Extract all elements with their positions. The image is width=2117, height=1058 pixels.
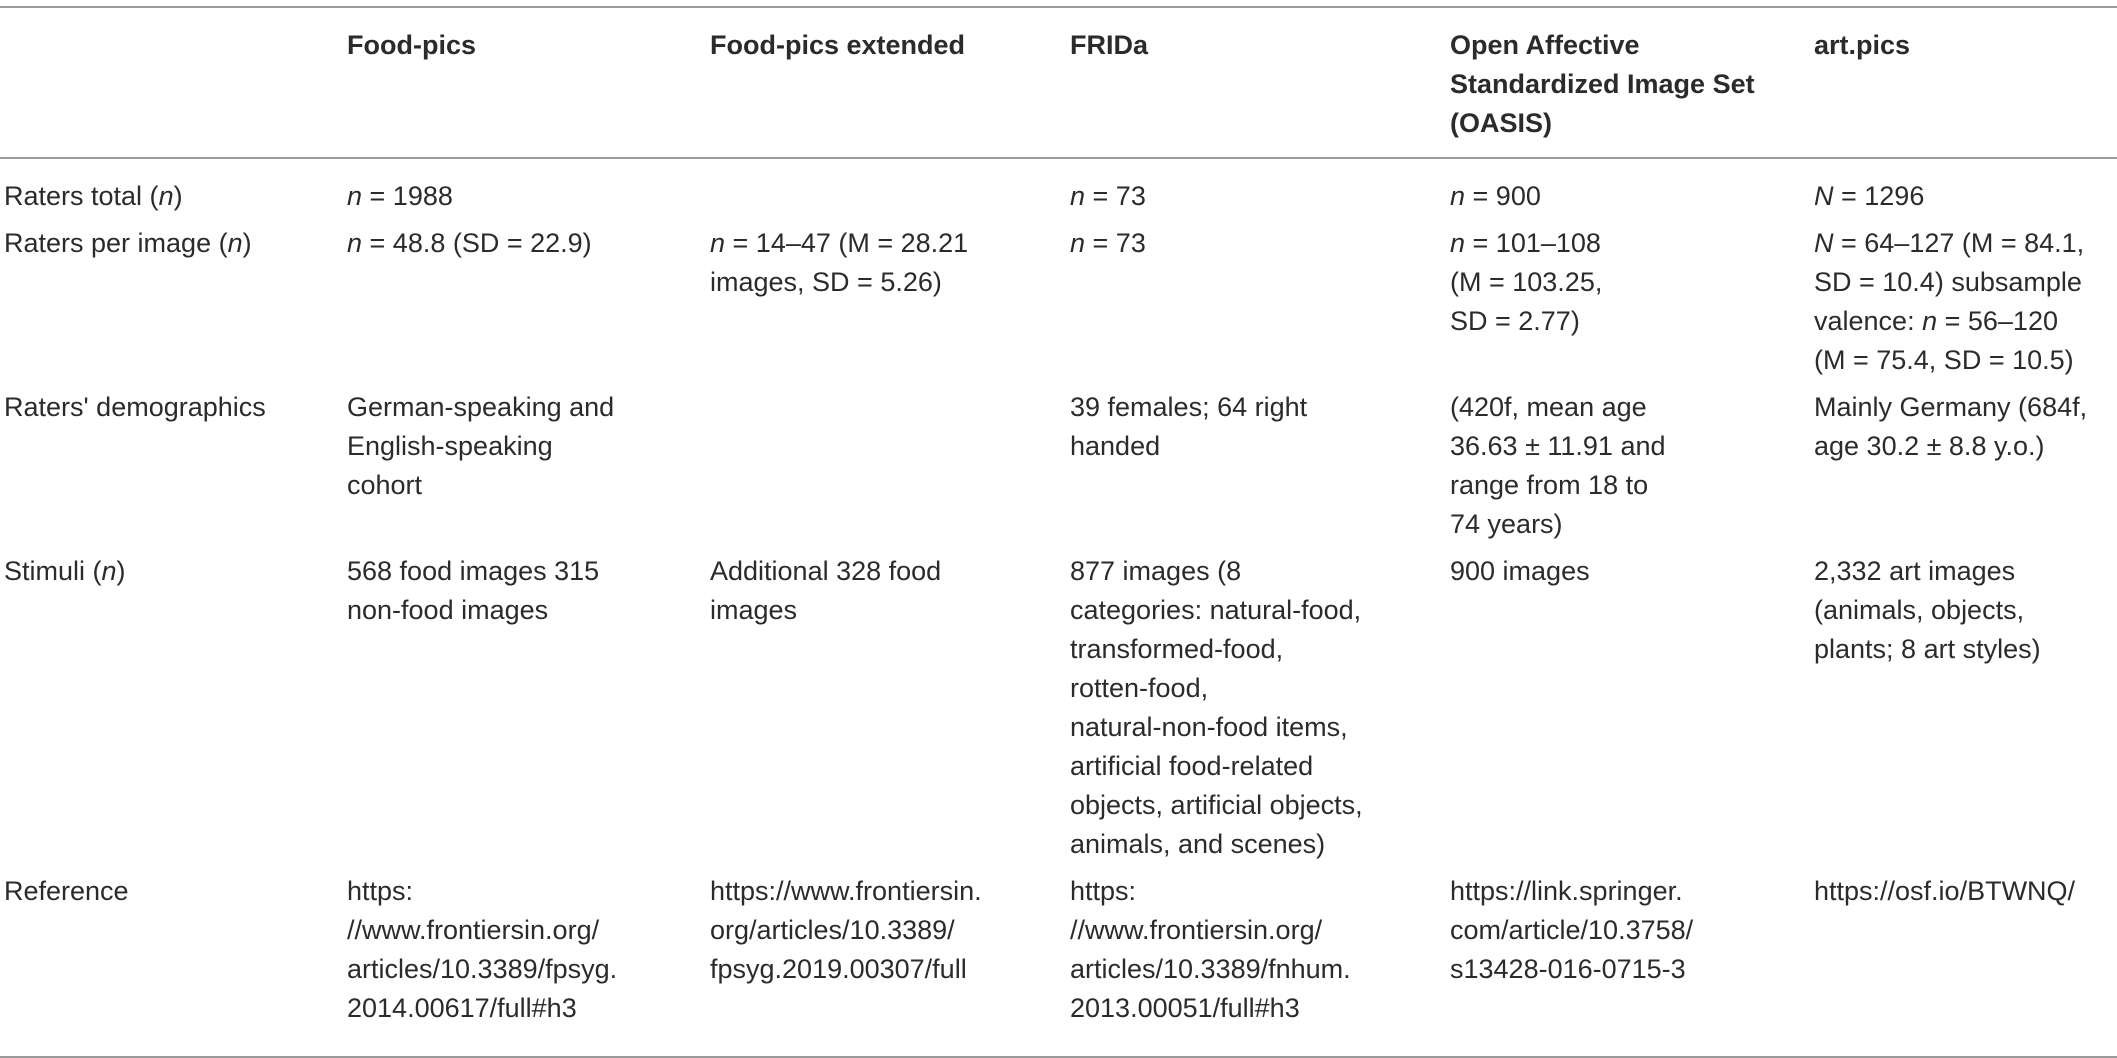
cell-variable: n [1070,181,1086,211]
table-cell [1066,864,1446,1057]
cell-text: 900 images [1450,556,1590,586]
table-cell [1446,158,1810,216]
cell-text: 2,332 art images (animals, objects, plants; 8 art styles) [1814,556,2041,664]
table-cell [1066,216,1446,380]
cell-variable: N [1814,181,1834,211]
cell-text: 877 images (8 categories: natural-food, transformed-food, rotten-food, natural-non-food items, artificial food-related objects, artificial objects, animals, and scenes) [1070,556,1363,859]
cell-variable: n [1450,181,1466,211]
header-cell-frida: FRIDa [1070,30,1149,60]
row-label [0,158,343,216]
cell-text: https://osf.io/BTWNQ/ [1814,876,2076,906]
table-row [0,380,2117,544]
comparison-table [0,6,2117,1058]
table-cell [706,544,1066,864]
header-cell-oasis: Open Affective Standardized Image Set (OASIS) [1450,30,1755,138]
cell-text: = 1296 [1833,181,1925,211]
table-body [0,158,2117,1057]
table-cell [706,216,1066,380]
row-label-end: ) [173,181,183,211]
table-cell [1810,544,2117,864]
table-cell [343,380,706,544]
cell-text: https://link.springer. com/article/10.3758/ s13428-016-0715-3 [1450,876,1694,984]
table-cell [1066,544,1446,864]
cell-text: = 48.8 (SD = 22.9) [362,228,592,258]
header-cell-food-pics-extended: Food-pics extended [710,30,966,60]
cell-text: Mainly Germany (684f, age 30.2 ± 8.8 y.o.) [1814,392,2088,461]
row-label [0,380,343,544]
table-cell [1446,544,1810,864]
table-cell [706,158,1066,216]
table-cell [343,864,706,1057]
row-label-text: Raters per image ( [4,228,228,258]
row-label-end: ) [242,228,252,258]
table-cell [343,158,706,216]
table-cell [1446,216,1810,380]
row-label [0,216,343,380]
table-cell [706,864,1066,1057]
table-row [0,158,2117,216]
cell-text: = 73 [1085,181,1146,211]
row-label-text: Raters total ( [4,181,159,211]
cell-variable: n [347,228,363,258]
row-label [0,544,343,864]
table-cell [1066,380,1446,544]
cell-text: Additional 328 food images [710,556,942,625]
row-label [0,864,343,1057]
table-cell [706,380,1066,544]
cell-variable: n [347,181,363,211]
table-cell [1066,158,1446,216]
cell-text: 39 females; 64 right handed [1070,392,1308,461]
cell-variable: N [1814,228,1834,258]
header-cell-food-pics: Food-pics [347,30,476,60]
table-cell [1810,380,2117,544]
row-label-text: Stimuli ( [4,556,102,586]
row-label-variable: n [158,181,174,211]
cell-text: https: //www.frontiersin.org/ articles/10.3389/fpsyg. 2014.00617/full#h3 [347,876,618,1023]
row-label-variable: n [101,556,117,586]
cell-text: German-speaking and English-speaking cohort [347,392,615,500]
cell-variable: n [1070,228,1086,258]
cell-variable: n [710,228,726,258]
cell-text: = 14–47 (M = 28.21 images, SD = 5.26) [710,228,969,297]
table-cell [1810,864,2117,1057]
cell-text: = 1988 [362,181,453,211]
table-cell [343,544,706,864]
cell-text: (420f, mean age 36.63 ± 11.91 and range from 18 to 74 years) [1450,392,1666,539]
cell-text: = 73 [1085,228,1146,258]
table-cell [343,216,706,380]
table-cell [1810,216,2117,380]
row-label-end: ) [116,556,126,586]
cell-text: = 64–127 (M = 84.1, SD = 10.4) subsample valence: n = 56–120 (M = 75.4, SD = 10.5) [1814,228,2085,375]
row-label-variable: n [227,228,243,258]
cell-text: = 101–108 (M = 103.25, SD = 2.77) [1450,228,1603,336]
cell-inline-variable: n [1922,306,1938,336]
table-cell [1810,158,2117,216]
table-row [0,864,2117,1057]
table-row [0,216,2117,380]
table-cell [1446,380,1810,544]
cell-variable: n [1450,228,1466,258]
header-cell-blank [0,7,343,158]
row-label-text: Reference [4,876,129,906]
header-row [0,7,2117,158]
cell-text: https://www.frontiersin. org/articles/10.3389/ fpsyg.2019.00307/full [710,876,982,984]
cell-text: https: //www.frontiersin.org/ articles/10.3389/fnhum. 2013.00051/full#h3 [1070,876,1351,1023]
table-row [0,544,2117,864]
cell-text: = 900 [1465,181,1541,211]
row-label-text: Raters' demographics [4,392,266,422]
table-cell [1446,864,1810,1057]
header-cell-art-pics: art.pics [1814,30,1911,60]
table-header [0,7,2117,158]
cell-text: 568 food images 315 non-food images [347,556,600,625]
